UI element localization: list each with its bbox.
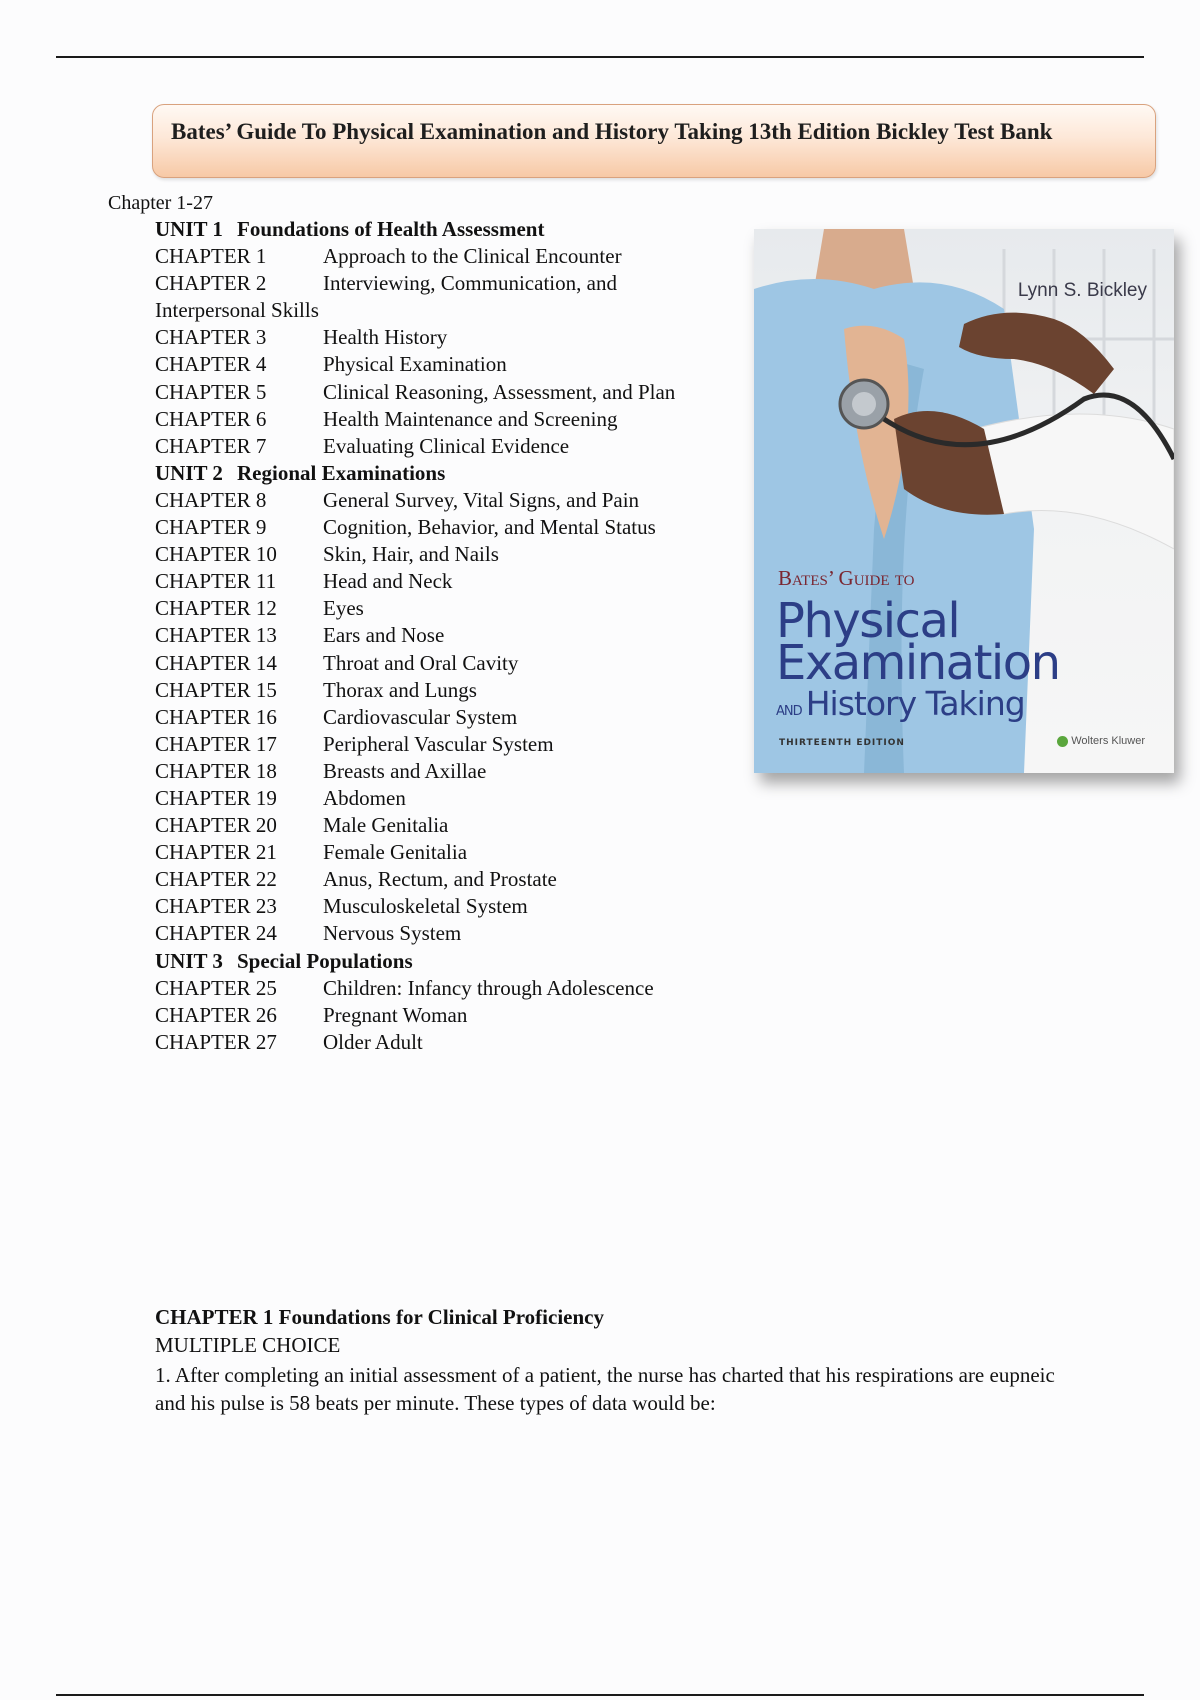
toc-chapter-number: CHAPTER 4 [155, 352, 267, 377]
toc-unit-heading [155, 216, 715, 243]
toc-chapter-title: Clinical Reasoning, Assessment, and Plan [323, 379, 676, 404]
toc-chapter-title: Health Maintenance and Screening [323, 406, 618, 431]
toc-chapter-number: CHAPTER 1 [155, 244, 267, 269]
toc-chapter-number: CHAPTER 15 [155, 677, 277, 702]
toc-chapter-item [155, 622, 715, 649]
toc-chapter-item [155, 433, 715, 460]
toc-chapter-item [155, 1029, 715, 1056]
toc-chapter-item [155, 270, 715, 297]
cover-publisher-name: Wolters Kluwer [1071, 735, 1145, 747]
toc-chapter-title: Children: Infancy through Adolescence [323, 975, 654, 1000]
toc-chapter-title: Abdomen [323, 785, 406, 810]
toc-chapter-number: CHAPTER 14 [155, 650, 277, 675]
toc-chapter-number: CHAPTER 18 [155, 758, 277, 783]
toc-chapter-item [155, 677, 715, 704]
toc-chapter-title: Pregnant Woman [323, 1002, 468, 1027]
toc-chapter-number: CHAPTER 13 [155, 623, 277, 648]
toc-chapter-title: Older Adult [323, 1029, 423, 1054]
top-rule [56, 56, 1144, 58]
toc-chapter-title: Female Genitalia [323, 840, 468, 865]
cover-publisher [1057, 735, 1145, 747]
toc-chapter-item [155, 758, 715, 785]
toc-chapter-number: CHAPTER 26 [155, 1002, 277, 1027]
toc-unit-heading [155, 948, 715, 975]
cover-title-small: Bates’ Guide to [778, 566, 915, 590]
document-title: Bates’ Guide To Physical Examination and History Taking 13th Edition Bickley Test Bank [171, 119, 1053, 144]
toc-chapter-number: CHAPTER 24 [155, 921, 277, 946]
toc-chapter-number: CHAPTER 8 [155, 487, 267, 512]
toc-chapter-item [155, 731, 715, 758]
toc-chapter-item [155, 595, 715, 622]
question-1-text: 1. After completing an initial assessment of a patient, the nurse has charted that his respirations are eupneic and his pulse is 58 beats per minute. These types of data would be: [155, 1363, 1055, 1415]
toc-chapter-title: Approach to the Clinical Encounter [323, 244, 622, 269]
table-of-contents [155, 216, 715, 1056]
toc-chapter-item [155, 243, 715, 270]
toc-chapter-item [155, 487, 715, 514]
toc-chapter-item [155, 650, 715, 677]
toc-chapter-title: General Survey, Vital Signs, and Pain [323, 487, 640, 512]
toc-chapter-number: CHAPTER 3 [155, 325, 267, 350]
toc-chapter-item [155, 920, 715, 947]
toc-chapter-item [155, 324, 715, 351]
toc-chapter-item [155, 406, 715, 433]
toc-chapter-item [155, 514, 715, 541]
toc-chapter-title: Peripheral Vascular System [323, 731, 554, 756]
chapter-1-heading: CHAPTER 1 Foundations for Clinical Proficiency [155, 1305, 604, 1329]
toc-unit-number: UNIT 1 [155, 217, 223, 241]
toc-chapter-item [155, 893, 715, 920]
book-cover-image [754, 229, 1174, 773]
toc-chapter-number: CHAPTER 7 [155, 433, 267, 458]
toc-unit-title: Foundations of Health Assessment [237, 217, 545, 241]
toc-chapter-title: Eyes [323, 596, 364, 621]
toc-chapter-number: CHAPTER 2 [155, 271, 267, 296]
toc-chapter-title: Thorax and Lungs [323, 677, 477, 702]
toc-chapter-number: CHAPTER 16 [155, 704, 277, 729]
toc-unit-title: Special Populations [237, 948, 413, 973]
toc-chapter-item [155, 704, 715, 731]
bottom-rule [56, 1694, 1144, 1696]
toc-chapter-title: Cardiovascular System [323, 704, 518, 729]
toc-chapter-number: CHAPTER 19 [155, 785, 277, 810]
toc-chapter-title: Anus, Rectum, and Prostate [323, 867, 557, 892]
cover-edition: THIRTEENTH EDITION [779, 738, 905, 748]
toc-chapter-title: Health History [323, 325, 448, 350]
toc-chapter-number: CHAPTER 10 [155, 542, 277, 567]
toc-chapter-number: CHAPTER 27 [155, 1029, 277, 1054]
toc-chapter-title: Nervous System [323, 921, 462, 946]
toc-chapter-title: Evaluating Clinical Evidence [323, 433, 570, 458]
toc-chapter-item [155, 379, 715, 406]
toc-unit-title: Regional Examinations [237, 460, 446, 485]
toc-chapter-number: CHAPTER 5 [155, 379, 267, 404]
chapter-range: Chapter 1-27 [108, 192, 213, 214]
toc-chapter-title: Male Genitalia [323, 813, 449, 838]
toc-chapter-item [155, 812, 715, 839]
toc-chapter-number: CHAPTER 9 [155, 515, 267, 540]
toc-unit-number: UNIT 3 [155, 948, 223, 973]
toc-chapter-title: Skin, Hair, and Nails [323, 542, 499, 567]
toc-chapter-item [155, 975, 715, 1002]
cover-author: Lynn S. Bickley [1017, 280, 1147, 301]
toc-chapter-item [155, 839, 715, 866]
publisher-logo-icon [1057, 736, 1068, 747]
toc-chapter-number: CHAPTER 11 [155, 569, 277, 594]
toc-chapter-title: Head and Neck [323, 569, 453, 594]
toc-chapter-item [155, 1002, 715, 1029]
toc-chapter-number: CHAPTER 23 [155, 894, 277, 919]
toc-chapter-number: CHAPTER 17 [155, 731, 277, 756]
toc-chapter-title: Cognition, Behavior, and Mental Status [323, 515, 656, 540]
toc-chapter-item [155, 866, 715, 893]
toc-chapter-title: Musculoskeletal System [323, 894, 528, 919]
toc-chapter-title-continuation: Interpersonal Skills [155, 298, 319, 323]
toc-chapter-item [155, 541, 715, 568]
toc-chapter-item [155, 351, 715, 378]
cover-subtitle-main: History Taking [805, 684, 1025, 723]
toc-chapter-title: Ears and Nose [323, 623, 445, 648]
toc-chapter-number: CHAPTER 20 [155, 813, 277, 838]
toc-chapter-title: Throat and Oral Cavity [323, 650, 519, 675]
question-type-label: MULTIPLE CHOICE [155, 1333, 341, 1357]
toc-chapter-title: Physical Examination [323, 352, 507, 377]
toc-chapter-number: CHAPTER 22 [155, 867, 277, 892]
toc-chapter-number: CHAPTER 21 [155, 840, 277, 865]
toc-chapter-item [155, 785, 715, 812]
toc-chapter-title: Breasts and Axillae [323, 758, 487, 783]
cover-subtitle [776, 684, 1025, 723]
toc-chapter-item [155, 568, 715, 595]
cover-title-line-1: Physical [776, 593, 960, 649]
title-banner [152, 104, 1156, 178]
cover-subtitle-and: and [776, 699, 802, 720]
toc-chapter-title: Interviewing, Communication, and [323, 271, 617, 296]
toc-unit-number: UNIT 2 [155, 460, 223, 485]
toc-chapter-number: CHAPTER 25 [155, 975, 277, 1000]
toc-chapter-number: CHAPTER 6 [155, 406, 267, 431]
toc-unit-heading [155, 460, 715, 487]
cover-title-line-2: Examination [776, 635, 1060, 691]
toc-chapter-number: CHAPTER 12 [155, 596, 277, 621]
